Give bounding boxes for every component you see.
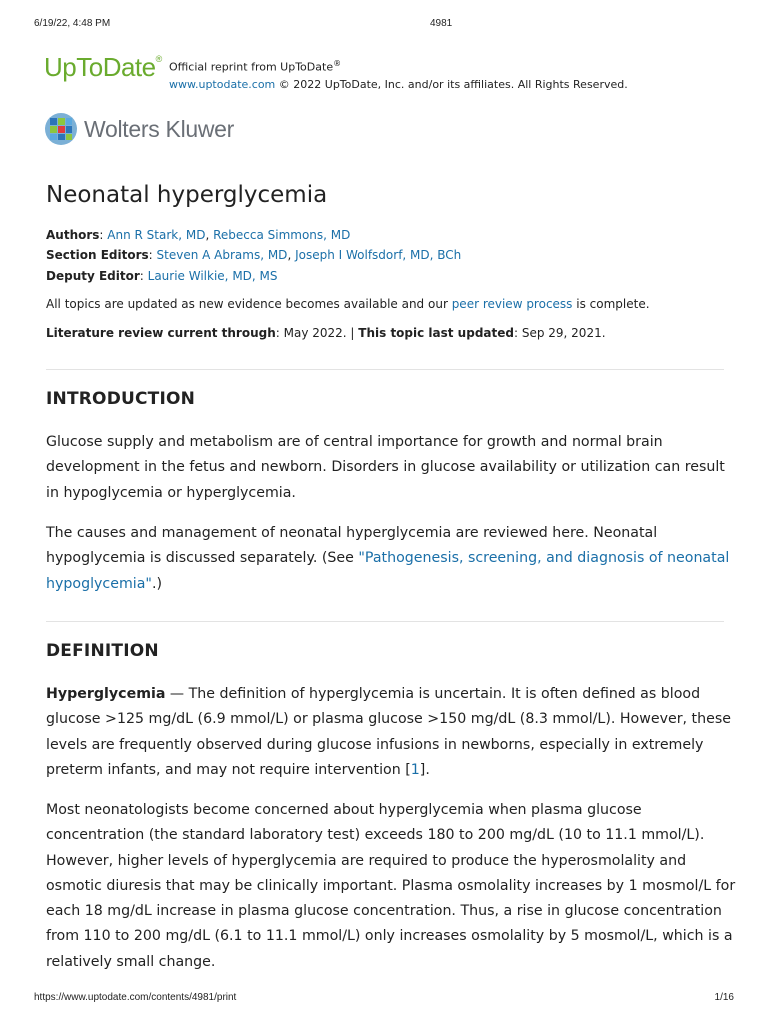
hypoglycemia-topic-link[interactable]: "Pathogenesis, screening, and diagnosis of neonatal hypoglycemia" xyxy=(46,550,730,592)
uptodate-logo-text: UpToDate xyxy=(44,52,156,82)
print-page-title: 4981 xyxy=(430,18,453,29)
lit-review-label: Literature review current through xyxy=(46,326,276,340)
print-url: https://www.uptodate.com/contents/4981/print xyxy=(34,992,237,1003)
article-title: Neonatal hyperglycemia xyxy=(46,182,328,208)
review-note xyxy=(46,297,650,311)
reprint-line: Official reprint from UpToDate xyxy=(169,60,334,74)
introduction-heading: INTRODUCTION xyxy=(46,389,196,409)
definition-term: Hyperglycemia xyxy=(46,686,166,702)
section-editors-label: Section Editors xyxy=(46,248,149,262)
authors-line: Authors: Ann R Stark, MD, Rebecca Simmons, MD xyxy=(46,228,351,242)
uptodate-logo[interactable] xyxy=(44,52,162,83)
paragraph-text: ]. xyxy=(419,761,430,778)
publisher-logo xyxy=(44,112,344,148)
print-header xyxy=(34,18,734,32)
print-date: 6/19/22, 4:48 PM xyxy=(34,18,111,29)
review-dates xyxy=(46,326,606,340)
definition-heading: DEFINITION xyxy=(46,641,159,661)
page-number: 1/16 xyxy=(714,992,734,1003)
introduction-paragraph xyxy=(46,521,736,597)
section-editors-line: Section Editors: Steven A Abrams, MD, Joseph I Wolfsdorf, MD, BCh xyxy=(46,248,462,262)
section-editor-link[interactable]: Joseph I Wolfsdorf, MD, BCh xyxy=(295,248,462,262)
brand-row xyxy=(44,52,724,92)
wolters-kluwer-logo-icon xyxy=(44,112,78,146)
print-footer xyxy=(34,992,734,1006)
publisher-name: Wolters Kluwer xyxy=(84,116,235,142)
review-note-end: is complete. xyxy=(572,297,650,311)
last-updated-date: : Sep 29, 2021. xyxy=(513,326,606,340)
section-divider xyxy=(46,621,724,622)
reprint-registered-mark: ® xyxy=(333,59,342,68)
review-note-text: All topics are updated as new evidence becomes available and our xyxy=(46,297,452,311)
author-link[interactable]: Rebecca Simmons, MD xyxy=(213,228,351,242)
reference-link[interactable]: 1 xyxy=(410,761,420,778)
uptodate-site-link[interactable]: www.uptodate.com xyxy=(169,77,276,91)
last-updated-label: This topic last updated xyxy=(358,326,514,340)
definition-paragraph xyxy=(46,682,736,783)
introduction-paragraph: Glucose supply and metabolism are of central importance for growth and normal brain development in the fetus and newborn. Disorders in glucose availability or utilization can result in hypoglycemia or hyperglycemia. xyxy=(46,434,725,501)
deputy-editor-label: Deputy Editor xyxy=(46,269,140,283)
paragraph-text: .) xyxy=(151,575,162,592)
definition-paragraph: Most neonatologists become concerned about hyperglycemia when plasma glucose concentration (the standard laboratory test) exceeds 180 to 200 mg/dL (10 to 11.1 mmol/L). However, higher levels of hyperglycemia are required to produce the hyperosmolality and osmotic diuresis that may be clinically important. Plasma osmolality increases by 1 mosmol/L for each 18 mg/dL increase in plasma glucose concentration. Thus, a rise in glucose concentration from 110 to 200 mg/dL (6.1 to 11.1 mmol/L) only increases osmolality by 5 mosmol/L, which is a relatively small change. xyxy=(46,802,736,970)
authors-label: Authors xyxy=(46,228,100,242)
registered-mark: ® xyxy=(155,54,162,64)
deputy-editor-line: Deputy Editor: Laurie Wilkie, MD, MS xyxy=(46,269,278,283)
peer-review-link[interactable]: peer review process xyxy=(451,297,573,311)
reprint-notice xyxy=(169,55,628,93)
deputy-editor-link[interactable]: Laurie Wilkie, MD, MS xyxy=(147,269,278,283)
section-editor-link[interactable]: Steven A Abrams, MD xyxy=(156,248,288,262)
section-divider xyxy=(46,369,724,370)
copyright-text: © 2022 UpToDate, Inc. and/or its affiliates. All Rights Reserved. xyxy=(275,77,628,91)
lit-review-date: : May 2022. | xyxy=(275,326,359,340)
paragraph-text: — The definition of hyperglycemia is uncertain. It is often defined as blood glucose >125 mg/dL (6.9 mmol/L) or plasma glucose >150 mg/dL (8.3 mmol/L). However, these levels are frequently observed during glucose infusions in newborns, especially in extremely preterm infants, and may not require intervention [ xyxy=(46,686,731,778)
author-link[interactable]: Ann R Stark, MD xyxy=(107,228,206,242)
paragraph-text: The causes and management of neonatal hyperglycemia are reviewed here. Neonatal hypoglycemia is discussed separately. (See xyxy=(46,525,658,567)
